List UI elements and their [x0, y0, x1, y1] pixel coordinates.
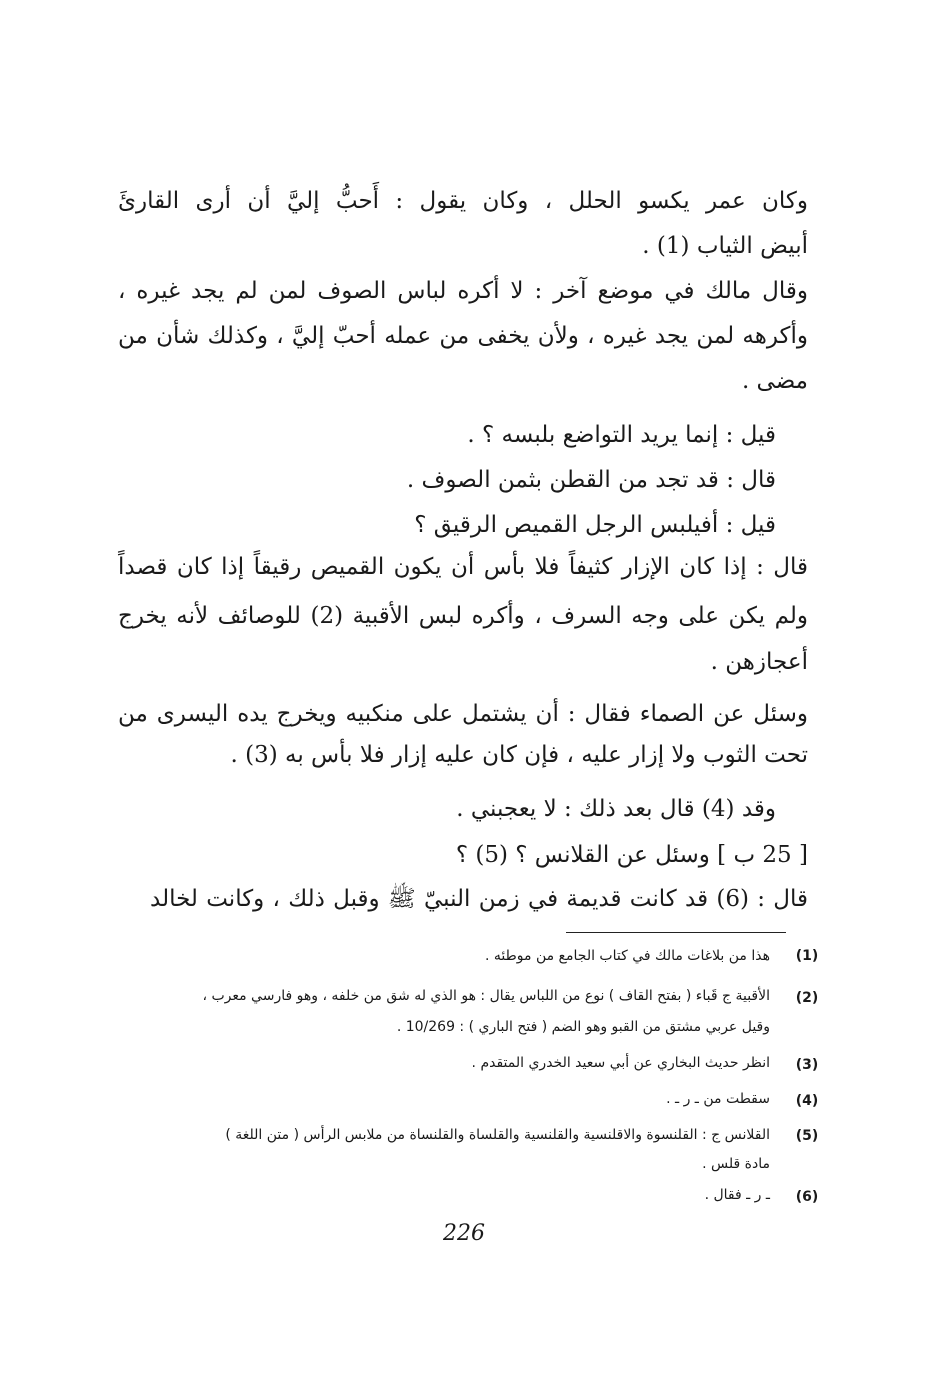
footnote-separator: [566, 932, 786, 933]
footnote-text: القلانس ج : القلنسوة والاقلنسية والقلنسية والقلساة والقلنساة من ملابس الرأس ( متن اللغة ): [225, 1127, 770, 1143]
footnote-text: الأقبية ج قَباء ( بفتح القاف ) نوع من اللباس يقال : هو الذي له شق من خلفه ، وهو فارسي معرب ،: [202, 988, 770, 1004]
body-line-12: وسئل عن الصماء فقال : أن يشتمل على منكبيه ويخرج يده اليسرى من: [118, 701, 808, 727]
footnote-text: هذا من بلاغات مالك في كتاب الجامع من موطئه .: [485, 948, 770, 964]
footnote-number: (3): [795, 1057, 819, 1073]
body-line-7: قال : قد تجد من القطن بثمن الصوف .: [406, 467, 776, 493]
body-line-11: أعجازهن .: [710, 649, 808, 675]
footnote-text: مادة قلس .: [702, 1156, 770, 1172]
footnote-text: انظر حديث البخاري عن أبي سعيد الخدري المتقدم .: [471, 1055, 770, 1071]
body-line-5: مضى .: [741, 368, 808, 394]
footnote-text: ـ ر ـ فقال .: [704, 1187, 770, 1203]
body-line-3: وقال مالك في موضع آخر : لا أكره لباس الصوف لمن لم يجد غيره ،: [118, 278, 808, 304]
body-line-4: وأكرهه لمن يجد غيره ، ولأن يخفى من عمله أحبّ إليَّ ، وكذلك شأن من: [118, 323, 808, 349]
body-line-13: تحت الثوب ولا إزار عليه ، فإن كان عليه إزار فلا بأس به (3) .: [230, 742, 808, 768]
body-line-8: قيل : أفيلبس الرجل القميص الرقيق ؟: [414, 512, 776, 538]
footnote-text: سقطت من ـ ر ـ .: [666, 1091, 770, 1107]
body-line-9: قال : إذا كان الإزار كثيفاً فلا بأس أن يكون القميص رقيقاً إذا كان قصداً: [118, 554, 808, 580]
body-line-15: [ 25 ب ] وسئل عن القلانس ؟ (5) ؟: [455, 842, 808, 868]
footnote-number: (5): [795, 1128, 819, 1144]
body-line-14: وقد (4) قال بعد ذلك : لا يعجبني .: [456, 796, 776, 822]
body-line-2: أبيض الثياب (1) .: [642, 233, 808, 259]
footnote-number: (4): [795, 1093, 819, 1109]
footnote-number: (6): [795, 1189, 819, 1205]
body-line-1: وكان عمر يكسو الحلل ، وكان يقول : أَحبُّ إليَّ أن أرى القارئَ: [118, 188, 808, 214]
page-number: 226: [443, 1221, 485, 1246]
body-line-10: ولم يكن على وجه السرف ، وأكره لبس الأقبية (2) للوصائف لأنه يخرج: [118, 603, 809, 629]
footnote-text: وقيل عربي مشتق من القبو وهو الضم ( فتح الباري ) : 10/269 .: [396, 1019, 770, 1035]
footnote-number: (1): [795, 948, 819, 964]
footnote-number: (2): [795, 990, 819, 1006]
body-line-16: قال : (6) قد كانت قديمة في زمن النبيّ ﷺ وقبل ذلك ، وكانت لخالد: [150, 886, 808, 912]
body-line-6: قيل : إنما يريد التواضع بلبسه ؟ .: [467, 422, 776, 448]
